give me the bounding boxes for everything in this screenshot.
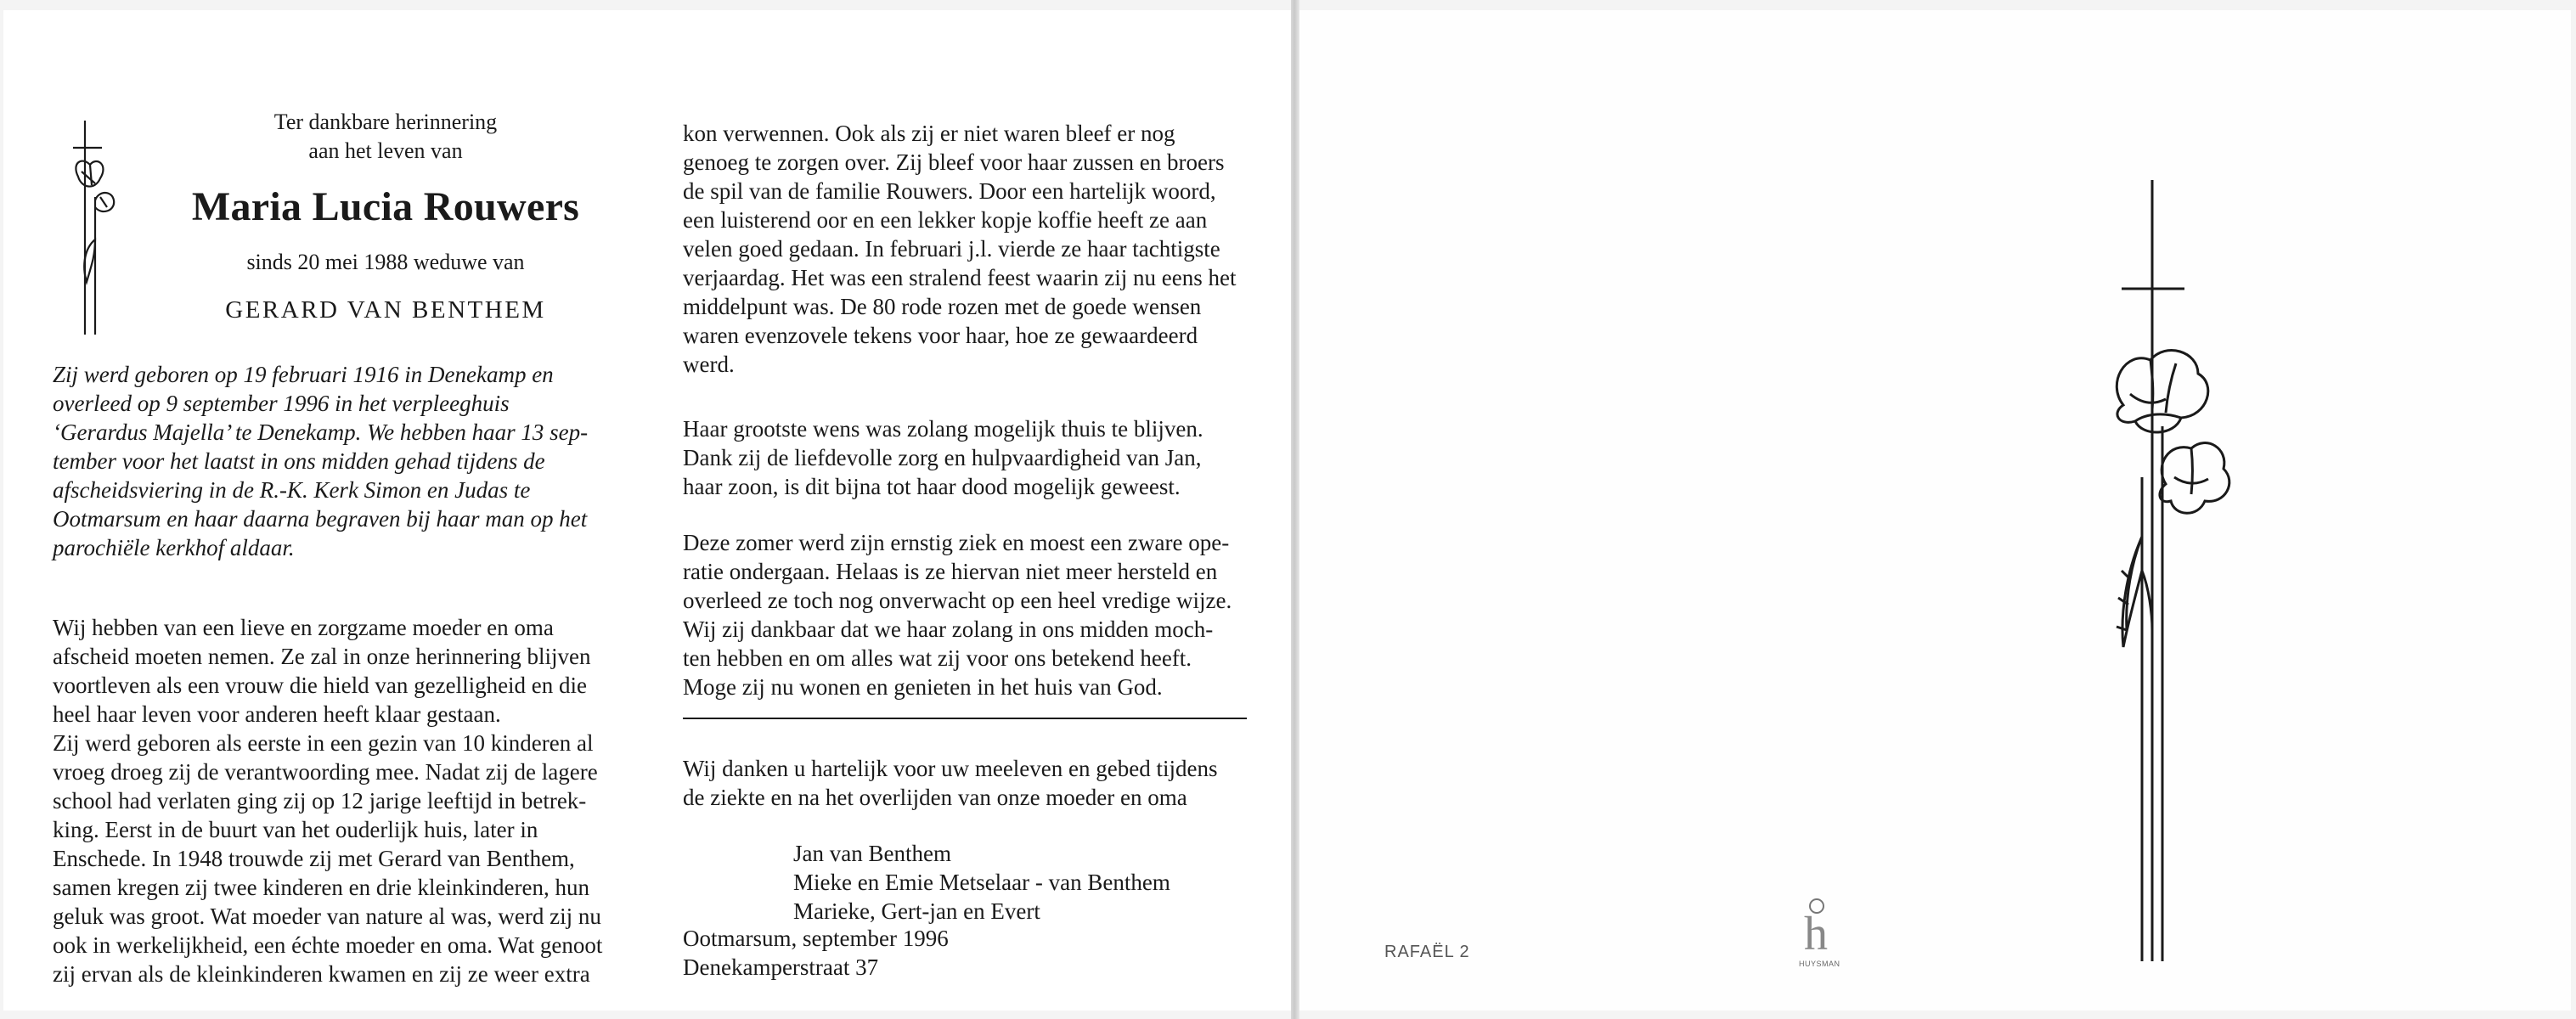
model-code: RAFAËL 2 bbox=[1384, 943, 1470, 961]
body-line: genoeg te zorgen over. Zij bleef voor haar zussen en broers bbox=[683, 149, 1225, 175]
signer-name: Marieke, Gert-jan en Evert bbox=[793, 898, 1040, 924]
body-line: een luisterend oor en een lekker kopje koffie heeft ze aan bbox=[683, 207, 1208, 233]
body-line: Wij hebben van een lieve en zorgzame moeder en oma bbox=[53, 615, 554, 640]
signers-list bbox=[793, 839, 1269, 926]
body-line: verjaardag. Het was een stralend feest waarin zij nu eens het bbox=[683, 265, 1237, 290]
body-line: heel haar leven voor anderen heeft klaar gestaan. bbox=[53, 701, 501, 727]
closing-block bbox=[683, 924, 1192, 982]
body-line: Enschede. In 1948 trouwde zij met Gerard van Benthem, bbox=[53, 846, 575, 871]
body-line: werd. bbox=[683, 352, 735, 377]
body-line: king. Eerst in de buurt van het ouderlijk huis, later in bbox=[53, 817, 538, 842]
body-line: geluk was groot. Wat moeder van nature al was, werd zij nu bbox=[53, 904, 601, 929]
body-line: Zij werd geboren als eerste in een gezin van 10 kinderen al bbox=[53, 730, 594, 756]
address: Denekamperstraat 37 bbox=[683, 954, 879, 980]
body-line: voortleven als een vrouw die hield van gezelligheid en die bbox=[53, 673, 588, 698]
card-fold bbox=[1291, 0, 1299, 1019]
body-line: waren evenzovele tekens voor haar, hoe ze gewaardeerd bbox=[683, 323, 1198, 348]
intro-line: ‘Gerardus Majella’ te Denekamp. We hebben haar 13 sep- bbox=[53, 419, 589, 445]
widow-since-line: sinds 20 mei 1988 weduwe van bbox=[246, 250, 525, 274]
intro-line: parochiële kerkhof aldaar. bbox=[53, 535, 295, 560]
cross-poppies-icon bbox=[2047, 172, 2251, 970]
body-line: middelpunt was. De 80 rode rozen met de goede wensen bbox=[683, 294, 1202, 319]
body-line: Wij zij dankbaar dat we haar zolang in ons midden moch- bbox=[683, 616, 1214, 642]
cross-flower-icon bbox=[48, 112, 141, 341]
body-line: zij ervan als de kleinkinderen kwamen en zij ze weer extra bbox=[53, 961, 590, 987]
intro-line: Zij werd geboren op 19 februari 1916 in Denekamp en bbox=[53, 362, 554, 387]
body-line: school had verlaten ging zij op 12 jarige leeftijd in betrek- bbox=[53, 788, 587, 814]
body-line: vroeg droeg zij de verantwoording mee. Nadat zij de lagere bbox=[53, 759, 598, 785]
body-line: samen kregen zij twee kinderen en drie kleinkinderen, hun bbox=[53, 875, 590, 900]
body-line: haar zoon, is dit bijna tot haar dood mogelijk geweest. bbox=[683, 474, 1181, 499]
signer-name: Mieke en Emie Metselaar - van Benthem bbox=[793, 870, 1170, 895]
signer-name: Jan van Benthem bbox=[793, 841, 951, 866]
body-line: kon verwennen. Ook als zij er niet waren bleef er nog bbox=[683, 121, 1175, 146]
body-line: de spil van de familie Rouwers. Door een hartelijk woord, bbox=[683, 178, 1216, 204]
body-line: afscheid moeten nemen. Ze zal in onze herinnering blijven bbox=[53, 644, 591, 669]
intro-line: Ootmarsum en haar daarna begraven bij haar man op het bbox=[53, 506, 588, 532]
thanks-line: de ziekte en na het overlijden van onze moeder en oma bbox=[683, 785, 1187, 810]
body-line: ratie ondergaan. Helaas is ze hiervan niet meer hersteld en bbox=[683, 559, 1218, 584]
thanks-line: Wij danken u hartelijk voor uw meeleven en gebed tijdens bbox=[683, 756, 1218, 781]
body-line: velen goed gedaan. In februari j.l. vierde ze haar tachtigste bbox=[683, 236, 1220, 262]
body-right-column-3 bbox=[683, 528, 1245, 701]
body-right-column-2 bbox=[683, 414, 1245, 501]
inner-spread bbox=[3, 10, 1291, 1011]
publisher-logo bbox=[1799, 898, 1858, 975]
spouse-name: GERARD VAN BENTHEM bbox=[225, 296, 546, 324]
section-divider bbox=[683, 718, 1247, 719]
body-line: ook in werkelijkheid, een échte moeder en oma. Wat genoot bbox=[53, 932, 603, 958]
logo-caption: HUYSMAN bbox=[1799, 960, 1840, 968]
thanks-paragraph bbox=[683, 754, 1260, 812]
deceased-name: Maria Lucia Rouwers bbox=[191, 184, 580, 229]
body-left-column bbox=[53, 613, 613, 988]
intro-line: afscheidsviering in de R.-K. Kerk Simon en Judas te bbox=[53, 477, 531, 503]
intro-line: tember voor het laatst in ons midden gehad tijdens de bbox=[53, 448, 545, 474]
body-right-column-1 bbox=[683, 119, 1245, 379]
body-line: Haar grootste wens was zolang mogelijk thuis te blijven. bbox=[683, 416, 1203, 442]
intro-paragraph bbox=[53, 360, 613, 562]
place-date: Ootmarsum, september 1996 bbox=[683, 926, 949, 951]
body-line: Dank zij de liefdevolle zorg en hulpvaardigheid van Jan, bbox=[683, 445, 1202, 470]
intro-line: overleed op 9 september 1996 in het verpleeghuis bbox=[53, 391, 510, 416]
body-line: ten hebben en om alles wat zij voor ons betekend heeft. bbox=[683, 645, 1192, 671]
body-line: overleed ze toch nog onverwacht op een heel vredige wijze. bbox=[683, 588, 1232, 613]
logo-letter: h bbox=[1804, 908, 1828, 960]
dedication-line-1: Ter dankbare herinnering bbox=[273, 110, 498, 134]
cover-panel bbox=[1299, 10, 2571, 1011]
body-line: Deze zomer werd zijn ernstig ziek en moest een zware ope- bbox=[683, 530, 1230, 555]
body-line: Moge zij nu wonen en genieten in het huis van God. bbox=[683, 674, 1163, 700]
dedication-line-2: aan het leven van bbox=[308, 138, 463, 163]
